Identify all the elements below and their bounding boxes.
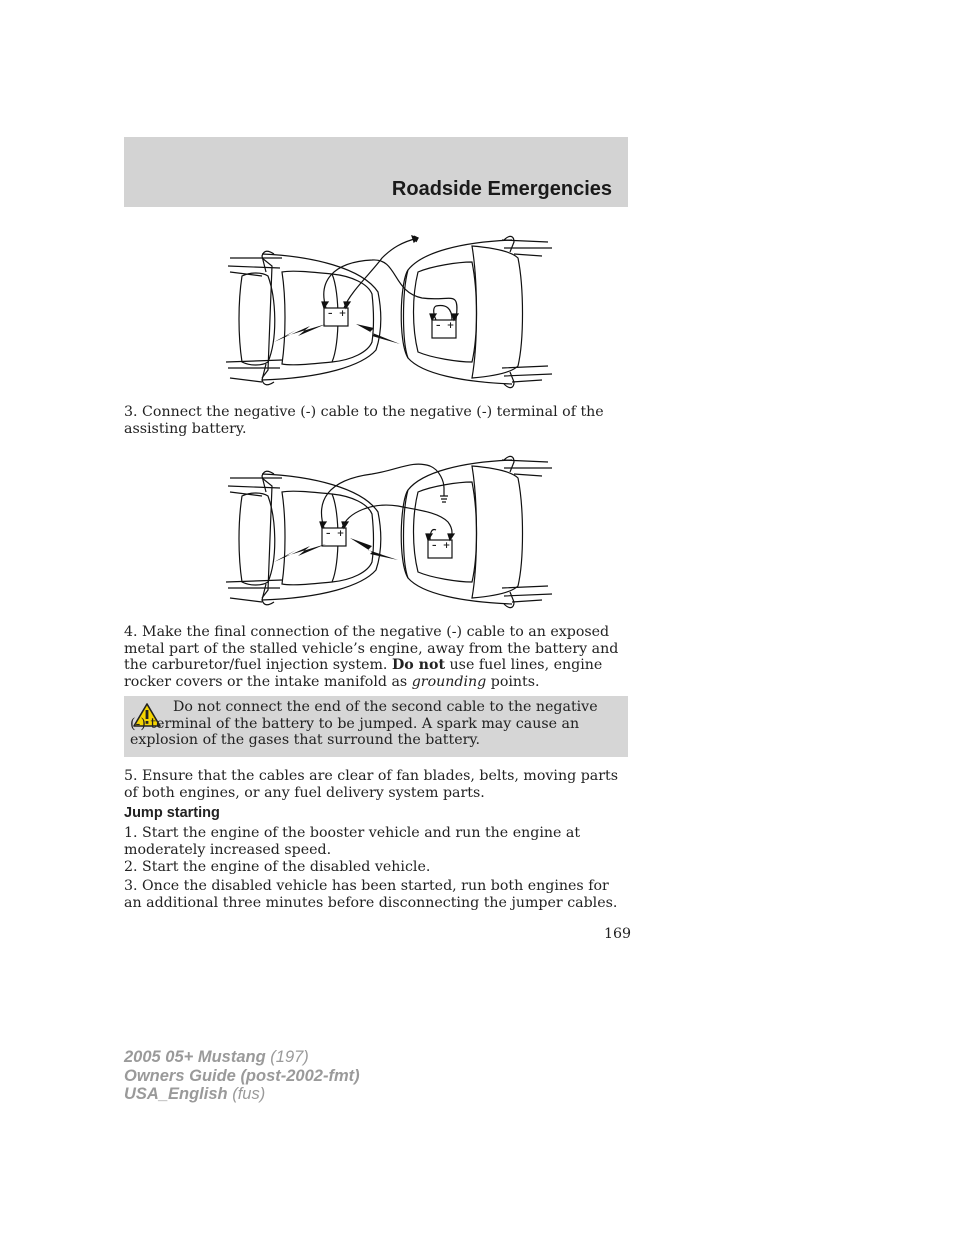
jump-diagram-1 bbox=[222, 232, 556, 394]
jump-step-2: 2. Start the engine of the disabled vehicle. bbox=[124, 859, 431, 875]
battery-pos-label: + bbox=[336, 529, 345, 539]
section-title: Roadside Emergencies bbox=[391, 178, 612, 200]
jump-step-3: 3. Once the disabled vehicle has been started, run both engines for an additional three minutes before disconnecting the jumper cables. bbox=[124, 878, 618, 911]
warning-box bbox=[124, 696, 628, 757]
battery-pos-label: + bbox=[338, 309, 347, 319]
ground-icon bbox=[440, 488, 448, 502]
emphasis-do-not: Do not bbox=[391, 657, 446, 674]
section-header-band bbox=[124, 137, 628, 207]
spark-icon-1 bbox=[274, 324, 326, 342]
battery-pos-label: + bbox=[442, 541, 451, 551]
step-4-text: 4. Make the final connection of the negative (-) cable to an exposed metal part of the stalled vehicle’s engine, away from the battery and the carburetor/fuel injection system. Do not use fuel lines, engine rocker covers or the intake manifold as grounding points. bbox=[124, 624, 619, 690]
document-footer: 2005 05+ Mustang (197) Owners Guide (post-2002-fmt) USA_English (fus) bbox=[124, 1048, 360, 1103]
jump-diagram-2 bbox=[222, 452, 556, 614]
right-car-illustration bbox=[401, 236, 552, 387]
jump-step-1: 1. Start the engine of the booster vehicle and run the engine at moderately increased speed. bbox=[124, 825, 581, 858]
battery-neg-label: – bbox=[326, 529, 331, 539]
warning-text: Do not connect the end of the second cable to the negative (-) terminal of the battery to be jumped. A spark may cause an explosion of the gases that surround the battery. bbox=[130, 699, 598, 749]
jump-starting-heading: Jump starting bbox=[124, 805, 220, 821]
emphasis-grounding: grounding bbox=[411, 673, 487, 690]
step-5-text: 5. Ensure that the cables are clear of fan blades, belts, moving parts of both engines, or any fuel delivery system parts. bbox=[124, 768, 618, 801]
page-number: 169 bbox=[604, 926, 632, 942]
battery-neg-label: – bbox=[436, 321, 441, 331]
left-car-illustration bbox=[226, 251, 381, 385]
right-car-illustration bbox=[401, 456, 552, 607]
spark-icon-1 bbox=[274, 544, 326, 562]
left-car-illustration bbox=[226, 471, 381, 605]
battery-neg-label: – bbox=[432, 541, 437, 551]
battery-pos-label: + bbox=[446, 321, 455, 331]
battery-neg-label: – bbox=[328, 309, 333, 319]
step-3-text: 3. Connect the negative (-) cable to the negative (-) terminal of the assisting battery. bbox=[124, 404, 604, 437]
